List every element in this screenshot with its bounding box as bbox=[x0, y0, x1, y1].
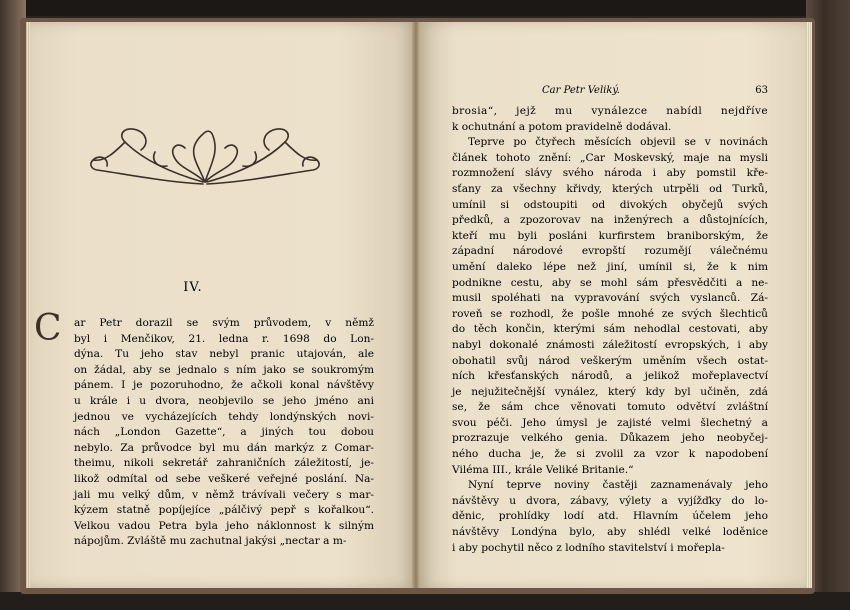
text-line: prozrazuje velkého genia. Důkazem jeho neobyčej- bbox=[452, 432, 768, 445]
text-line: likož odmítal od sebe veškeré veřejné poslání. Na- bbox=[74, 472, 374, 485]
text-line: Teprve po čtyřech měsících objevil se v novinách bbox=[468, 136, 768, 149]
text-line: sťany za všechny křivdy, kterých utrpěli od Turků, bbox=[452, 182, 768, 195]
text-line: nebylo. Za průvodce byl mu dán markýz z Comar- bbox=[74, 441, 374, 454]
text-line: umění daleko lépe než jiní, umínil si, že k nim bbox=[452, 260, 768, 273]
text-line: Nyní teprve noviny častěji zaznamenávaly jeho bbox=[468, 479, 768, 492]
text-line: brosia“, jejž mu vynálezce nabídl nejdříve bbox=[452, 105, 768, 117]
text-line: i aby pochytil něco z lodního stavitelství i mořepla- bbox=[452, 541, 725, 554]
text-line: Velkou vadou Petra byla jeho náklonnost k silným bbox=[74, 519, 374, 532]
text-line: musil spoléhati na vypravování svých vyslanců. Zá- bbox=[452, 292, 768, 305]
text-line: jali mu velký dům, v němž trávívali večery s mar- bbox=[74, 488, 374, 501]
text-line: pánem. I je pozoruhodno, že ačkoli konal návštěvy bbox=[74, 379, 374, 392]
text-line: kýzem statně popíjejíce „pálčivý pepř s kořalkou“. bbox=[74, 504, 374, 517]
drop-cap: C bbox=[34, 308, 62, 349]
text-line: článek tohoto znění: „Car Moskevský, maje na mysli bbox=[452, 151, 768, 164]
text-line: kteří mu byli posláni kurfirstem braniborským, že bbox=[452, 229, 768, 242]
text-line: rozmnožení slávy svého národa i aby pomstil kře- bbox=[452, 167, 768, 180]
text-line: dýna. Tu jeho stav nebyl pranic utajován, ale bbox=[74, 348, 374, 361]
page-number: 63 bbox=[755, 85, 768, 96]
book-gutter bbox=[412, 22, 420, 588]
text-line: západní národové evropští rozumějí válečnému bbox=[452, 245, 768, 258]
text-line: Viléma III., krále Veliké Britanie.“ bbox=[452, 463, 634, 476]
text-line: podnikne cestu, aby se mohl sám přesvědčiti a ne- bbox=[452, 276, 768, 289]
text-line: nabyl dokonalé známosti záležitostí evropských, i aby bbox=[452, 338, 768, 351]
text-line: ních křesťanských národů, a jelikož mořeplavectví bbox=[452, 370, 768, 383]
text-line: roveň se rozhodl, že pošle mnohé ze svých šlechticů bbox=[452, 307, 768, 320]
text-line: k ochutnání a potom pravidelně dodával. bbox=[452, 120, 672, 133]
text-line: ného ducha je, že si zvolil za vzor k napodobení bbox=[452, 448, 768, 461]
text-line: umínil si odstoupiti od divokých obyčejů svých bbox=[452, 198, 768, 211]
text-line: návštěvy u dvora, zábavy, výlety a vyjížďky do lo- bbox=[452, 494, 768, 507]
chapter-number: IV. bbox=[183, 280, 203, 295]
text-line: jednou ve vycházejících tehdy londýnských novi- bbox=[74, 410, 374, 423]
text-line: on žádal, aby se jednalo s ním jako se soukromým bbox=[74, 363, 374, 376]
text-line: nápojům. Zvláště mu zachutnal jakýsi „nectar a m- bbox=[74, 535, 347, 548]
text-line: návštěvy Londýna bylo, aby shlédl velké loděnice bbox=[452, 526, 768, 539]
left-page-text bbox=[34, 308, 374, 550]
text-line: svou péči. Jeho úmysl je zajisté velmi šlechetný a bbox=[452, 416, 768, 429]
text-line: nách „London Gazette“, a jiných tou dobou bbox=[74, 426, 374, 439]
text-line: se, že sám chce věnovati tomuto odvětví zvláštní bbox=[452, 401, 768, 414]
text-line: byl i Menčikov, 21. ledna r. 1698 do Lon- bbox=[74, 332, 374, 345]
text-line: theimu, nikoli sekretář zahraničních záležitostí, je- bbox=[74, 457, 374, 470]
text-line: děnic, prohlídky lodí atd. Hlavním účelem jeho bbox=[452, 510, 768, 523]
text-line: u krále i u dvora, neobjevilo se jeho jméno ani bbox=[74, 394, 374, 407]
text-line: do těch končin, kterými sám nehodlal cestovati, aby bbox=[452, 323, 768, 336]
text-line: je nejužitečnější vynález, který kdy byl učiněn, zdá bbox=[452, 385, 768, 398]
text-line: ar Petr dorazil se svým průvodem, v němž bbox=[74, 317, 374, 329]
text-line: obohatil svůj národ veškerým uměním všech ostat- bbox=[452, 354, 768, 367]
text-line: předků, a zpozorovav na inženýrech a důstojnících, bbox=[452, 214, 768, 227]
floral-ornament-icon bbox=[85, 112, 325, 192]
right-page-text bbox=[452, 104, 768, 556]
background-top bbox=[0, 0, 850, 16]
running-head-title: Car Petr Veliký. bbox=[542, 85, 620, 96]
background-bottom bbox=[0, 592, 850, 610]
